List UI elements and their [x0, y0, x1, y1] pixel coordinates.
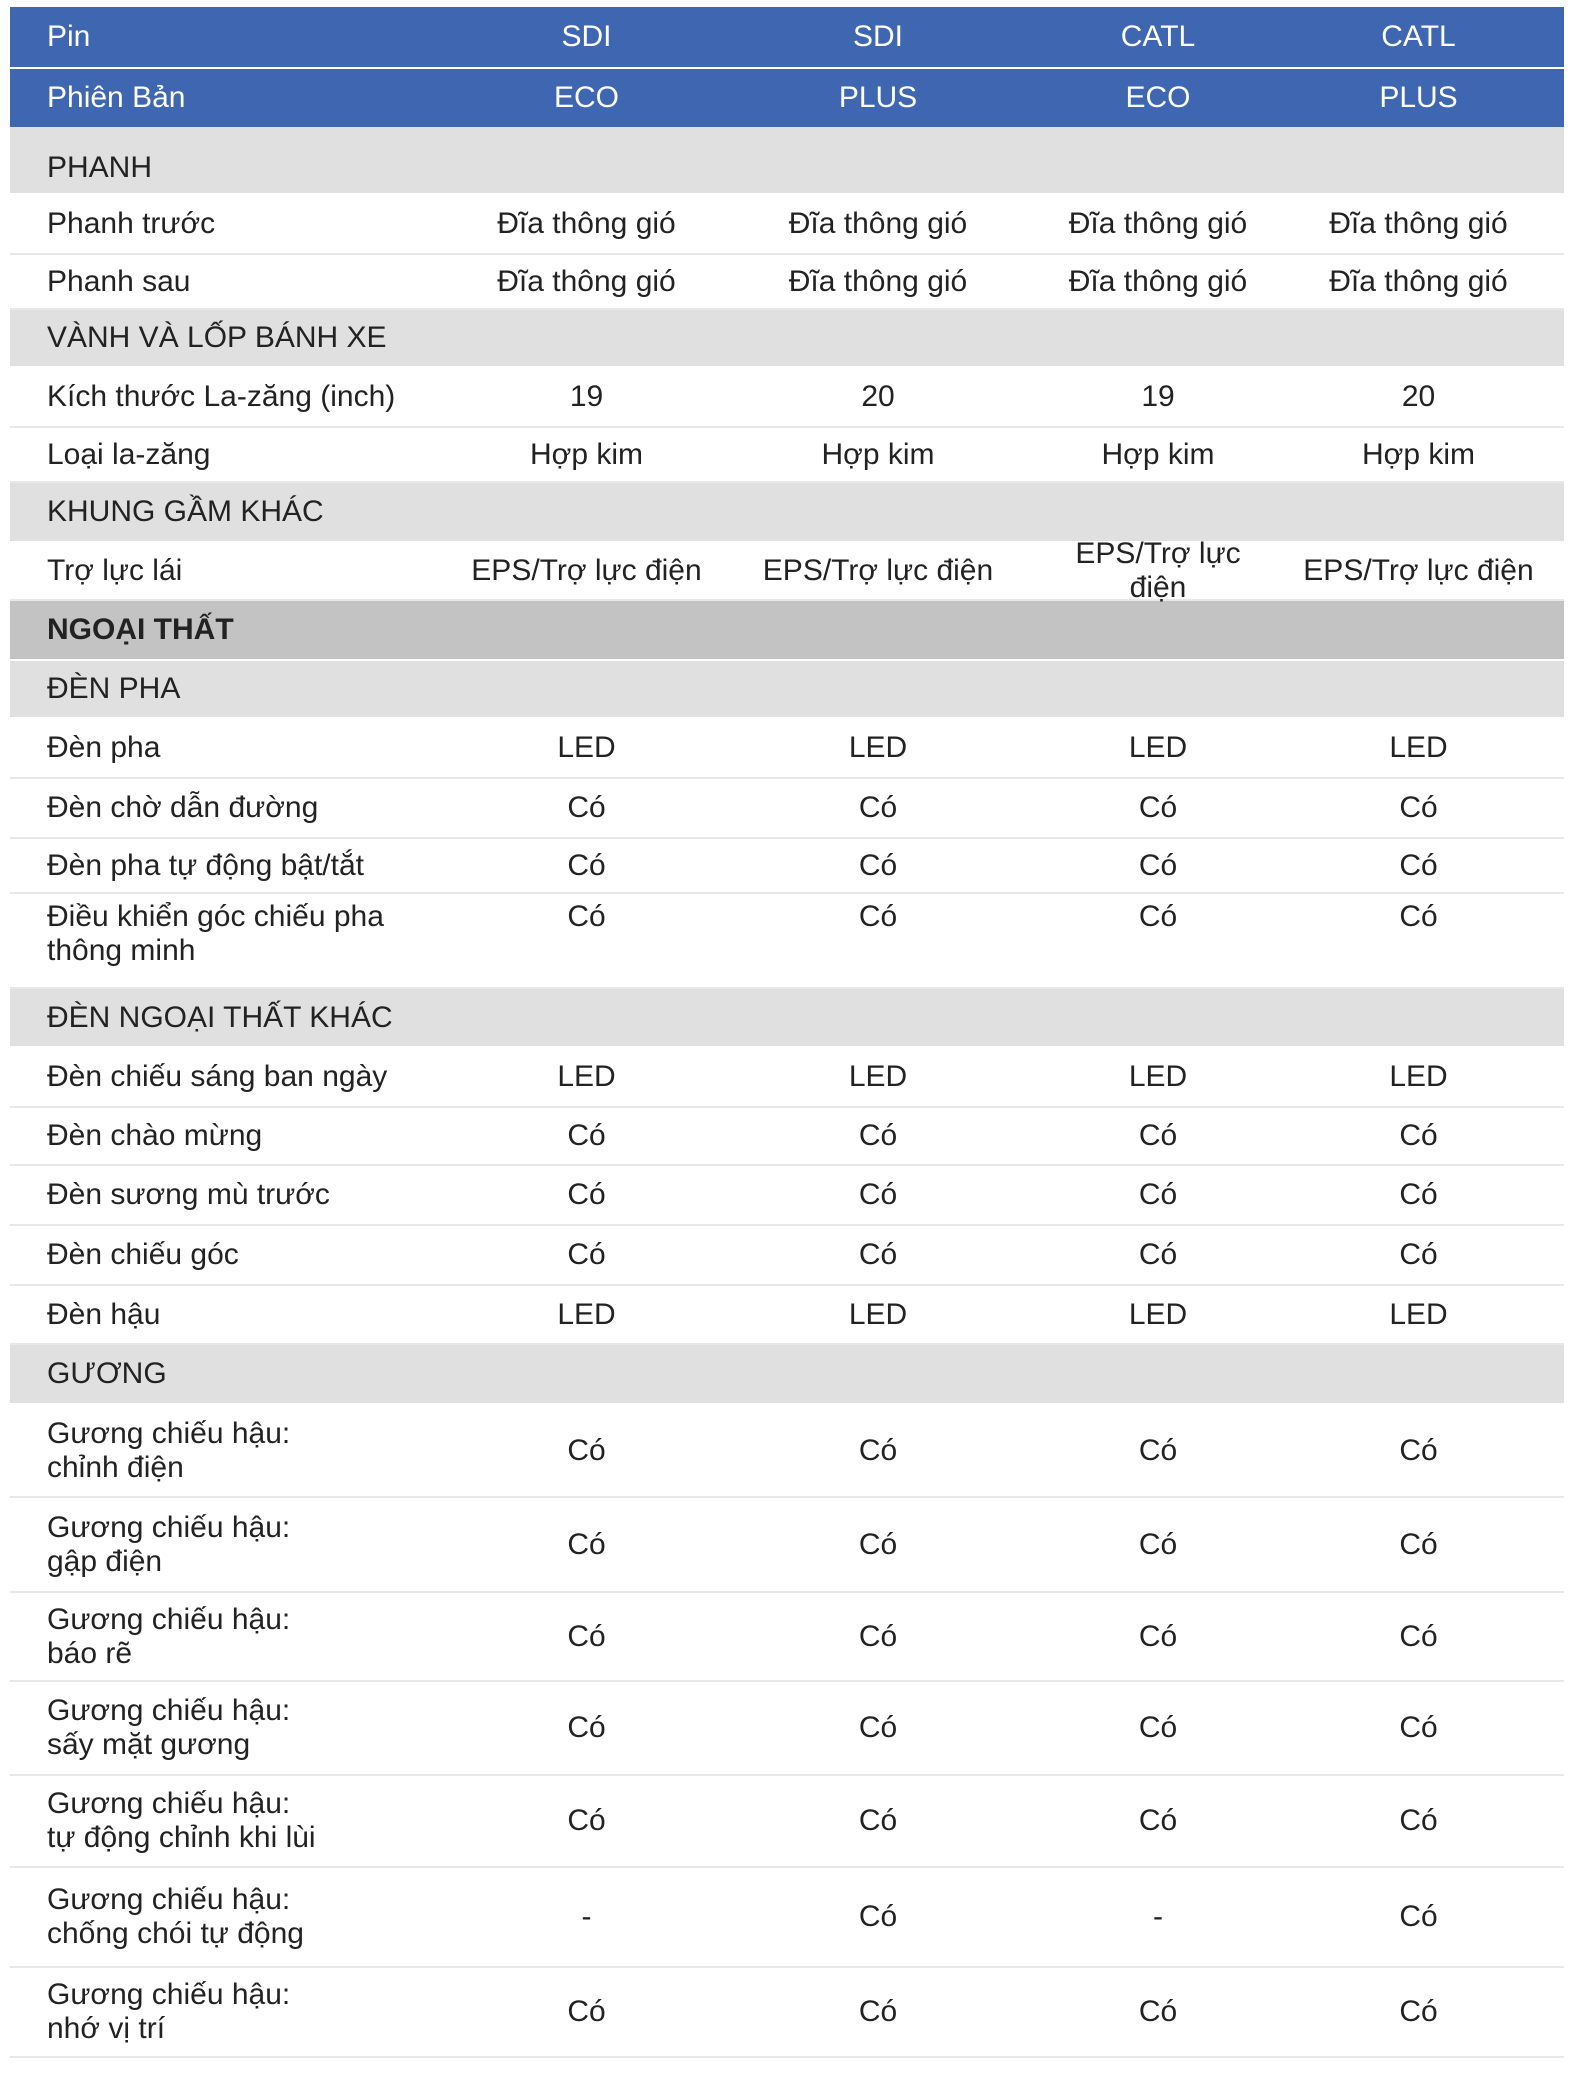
row-label-line-1: Gương chiếu hậu:	[47, 1602, 291, 1636]
table-row	[10, 368, 1564, 428]
table-row	[10, 1226, 1564, 1286]
header-label-version: Phiên Bản	[47, 81, 186, 114]
row-label	[10, 380, 460, 414]
value-cell-col-3: LED	[1128, 1297, 1188, 1331]
value-cell-col-3: 19	[1141, 380, 1175, 413]
value-cell-col-1: Có	[567, 1995, 606, 2028]
table-row	[10, 1405, 1564, 1498]
row-label-line-2: báo rẽ	[47, 1636, 133, 1670]
value-cell-col-4: Có	[1399, 900, 1438, 933]
table-row	[10, 1048, 1564, 1108]
table-row	[10, 195, 1564, 255]
row-label	[10, 791, 460, 825]
value-cell-col-3: Có	[1138, 1711, 1178, 1744]
value-cell-col-2: Có	[858, 1995, 898, 2028]
value-cell-col-2: Có	[858, 1900, 898, 1933]
row-label	[10, 554, 460, 588]
section-row	[10, 483, 1564, 543]
header-label-pin: Pin	[47, 20, 91, 53]
section-title: ĐÈN PHA	[47, 672, 181, 705]
row-label	[10, 1060, 460, 1094]
table-row	[10, 255, 1564, 310]
row-label-line-2: tự động chỉnh khi lùi	[47, 1821, 316, 1854]
row-label-line-1: Gương chiếu hậu:	[47, 1510, 291, 1544]
header-pin-col-3: CATL	[1120, 20, 1196, 53]
table-row	[10, 1286, 1564, 1345]
table-row	[10, 1108, 1564, 1166]
row-label-line-2: chỉnh điện	[47, 1450, 184, 1484]
section-row	[10, 310, 1564, 368]
header-version-col-3: ECO	[1125, 81, 1191, 114]
value-cell-col-2: Có	[858, 900, 898, 933]
row-label-line-1: Phanh trước	[47, 207, 216, 240]
row-label	[10, 207, 460, 241]
value-cell-col-1: LED	[557, 1297, 616, 1331]
value-cell-col-1: Có	[567, 900, 606, 933]
table-row	[10, 894, 1564, 989]
header-row-version	[10, 67, 1564, 127]
header-pin-col-2: SDI	[852, 20, 903, 53]
row-label	[10, 1119, 460, 1153]
row-label-line-2: gập điện	[47, 1544, 163, 1578]
row-label-line-2: sấy mặt gương	[47, 1728, 251, 1761]
value-cell-col-1: Hợp kim	[529, 437, 643, 471]
header-version-col-2: PLUS	[838, 81, 918, 114]
value-cell-col-4: Đĩa thông gió	[1329, 264, 1508, 298]
row-label	[10, 849, 460, 883]
row-label-line-1: Đèn chiếu sáng ban ngày	[47, 1060, 388, 1093]
value-cell-col-3: Có	[1138, 848, 1178, 882]
table-row	[10, 1682, 1564, 1776]
row-label-line-1: Đèn chiếu góc	[47, 1238, 239, 1271]
value-cell-col-4: 20	[1401, 380, 1436, 413]
row-label	[10, 1603, 460, 1671]
row-label	[10, 731, 460, 765]
value-cell-col-2: EPS/Trợ lực điện	[762, 554, 994, 587]
table-row	[10, 839, 1564, 894]
spec-table	[10, 7, 1564, 2058]
table-row	[10, 537, 1564, 604]
value-cell-col-4: LED	[1389, 731, 1448, 764]
value-cell-col-1: LED	[557, 731, 616, 764]
value-cell-col-1: LED	[557, 1060, 616, 1093]
row-label-line-1: Điều khiển góc chiếu pha	[47, 900, 384, 933]
value-cell-col-1: Đĩa thông gió	[497, 207, 676, 240]
value-cell-col-2: Hợp kim	[821, 437, 935, 471]
header-version-col-1: ECO	[553, 81, 619, 114]
table-row	[10, 719, 1564, 779]
row-label	[10, 438, 460, 472]
value-cell-col-4: LED	[1389, 1297, 1448, 1331]
row-label-line-1: Trợ lực lái	[47, 554, 183, 587]
row-label-line-1: Phanh sau	[47, 264, 191, 298]
value-cell-col-2: Có	[858, 1433, 898, 1467]
value-cell-col-4: Có	[1399, 791, 1438, 824]
value-cell-col-1: -	[581, 1900, 592, 1933]
value-cell-col-2: Có	[858, 791, 898, 824]
value-cell-col-4: Có	[1399, 1711, 1438, 1744]
row-label	[10, 1694, 460, 1762]
value-cell-col-1: Có	[567, 1711, 606, 1744]
value-cell-col-3: -	[1153, 1900, 1163, 1933]
value-cell-col-2: Có	[858, 1527, 898, 1561]
row-label	[10, 1298, 460, 1332]
value-cell-col-2: Có	[858, 1238, 898, 1271]
value-cell-col-2: Có	[858, 1711, 898, 1744]
value-cell-col-4: Có	[1399, 1995, 1438, 2028]
table-row	[10, 1868, 1564, 1968]
value-cell-col-3: Có	[1138, 1238, 1178, 1271]
value-cell-col-2: Có	[858, 1619, 898, 1653]
header-row-pin	[10, 7, 1564, 67]
row-label-line-2: chống chói tự động	[47, 1917, 304, 1950]
row-label-line-1: Đèn hậu	[47, 1297, 161, 1331]
row-label-line-1: Đèn sương mù trước	[47, 1178, 330, 1211]
value-cell-col-1: Có	[567, 1433, 606, 1467]
row-label-line-1: Gương chiếu hậu:	[47, 1883, 291, 1916]
value-cell-col-1: Có	[567, 1619, 606, 1653]
value-cell-col-4: LED	[1389, 1060, 1448, 1093]
section-title: KHUNG GẦM KHÁC	[47, 495, 324, 528]
section-title: NGOẠI THẤT	[47, 613, 234, 646]
value-cell-col-1: Có	[567, 791, 606, 824]
value-cell-col-3: Có	[1138, 1178, 1178, 1211]
value-cell-col-4: Có	[1399, 1900, 1438, 1933]
header-pin-col-1: SDI	[561, 20, 612, 53]
value-cell-col-2: 20	[861, 380, 895, 413]
table-row	[10, 428, 1564, 483]
table-body	[10, 127, 1564, 2058]
value-cell-col-3: Có	[1138, 1995, 1178, 2028]
value-cell-col-4: Có	[1399, 1619, 1438, 1653]
value-cell-col-3: Có	[1138, 791, 1178, 824]
table-row	[10, 1968, 1564, 2058]
value-cell-col-1: EPS/Trợ lực điện	[471, 554, 702, 587]
value-cell-col-4: Có	[1399, 1119, 1438, 1152]
section-title: ĐÈN NGOẠI THẤT KHÁC	[47, 1000, 393, 1034]
value-cell-col-2: Có	[858, 1178, 898, 1211]
value-cell-col-3: Có	[1138, 1804, 1178, 1837]
value-cell-col-3: Có	[1138, 1527, 1178, 1561]
header-version-col-4: PLUS	[1379, 81, 1458, 114]
value-cell-col-1: Có	[567, 1238, 606, 1271]
value-cell-col-3: LED	[1128, 731, 1188, 764]
row-label	[10, 1417, 460, 1485]
value-cell-col-4: Đĩa thông gió	[1329, 207, 1508, 240]
value-cell-col-2: Có	[858, 848, 898, 882]
value-cell-col-2: Đĩa thông gió	[788, 207, 968, 240]
row-label	[10, 1978, 460, 2046]
row-label	[10, 1883, 460, 1951]
value-cell-col-2: Đĩa thông gió	[788, 264, 968, 298]
value-cell-col-4: Có	[1399, 1433, 1438, 1467]
section-row	[10, 989, 1564, 1048]
section-row	[10, 661, 1564, 719]
section-title: PHANH	[47, 151, 153, 184]
row-label-line-1: Gương chiếu hậu:	[47, 1787, 291, 1820]
value-cell-col-4: Có	[1399, 1804, 1438, 1837]
value-cell-col-1: Có	[567, 848, 606, 882]
value-cell-col-4: Có	[1399, 1238, 1438, 1271]
value-cell-col-4: Có	[1399, 1178, 1438, 1211]
value-cell-col-2: LED	[848, 731, 908, 764]
row-label-line-1: Gương chiếu hậu:	[47, 1694, 291, 1727]
value-cell-col-3: Hợp kim	[1101, 437, 1215, 471]
row-label-line-2: nhớ vị trí	[47, 2012, 166, 2045]
row-label	[10, 1178, 460, 1212]
value-cell-col-1: Có	[567, 1119, 606, 1152]
row-label-line-1: Đèn chờ dẫn đường	[47, 791, 319, 824]
row-label-line-1: Đèn chào mừng	[47, 1119, 263, 1152]
table-row	[10, 1498, 1564, 1593]
value-cell-col-2: Có	[858, 1119, 898, 1152]
value-cell-col-3: Đĩa thông gió	[1068, 264, 1248, 298]
table-row	[10, 779, 1564, 839]
row-label	[10, 1787, 460, 1855]
row-label	[10, 265, 460, 299]
header-pin-col-4: CATL	[1381, 20, 1456, 53]
value-cell-col-3: Đĩa thông gió	[1068, 207, 1248, 240]
section-title: GƯƠNG	[47, 1357, 167, 1390]
value-cell-col-2: LED	[848, 1297, 908, 1331]
value-cell-col-3: Có	[1138, 1433, 1178, 1467]
row-label-line-1: Loại la-zăng	[47, 437, 211, 471]
value-cell-col-4: Có	[1399, 848, 1438, 882]
value-cell-col-3: LED	[1128, 1060, 1188, 1093]
row-label-line-1: Kích thước La-zăng (inch)	[47, 380, 396, 413]
value-cell-col-1: Có	[567, 1178, 606, 1211]
value-cell-col-2: LED	[848, 1060, 908, 1093]
value-cell-col-1: Có	[567, 1527, 606, 1561]
section-row	[10, 127, 1564, 195]
table-row	[10, 1776, 1564, 1868]
row-label-line-1: Đèn pha	[47, 731, 161, 764]
row-label-line-1: Gương chiếu hậu:	[47, 1416, 291, 1450]
value-cell-col-4: EPS/Trợ lực điện	[1303, 554, 1534, 587]
row-label-line-2: thông minh	[47, 934, 196, 967]
row-label	[10, 1511, 460, 1579]
value-cell-col-4: Hợp kim	[1361, 437, 1475, 471]
value-cell-col-2: Có	[858, 1804, 898, 1837]
section-title: VÀNH VÀ LỐP BÁNH XE	[47, 321, 387, 354]
value-cell-col-3: Có	[1138, 900, 1178, 933]
row-label-line-1: Đèn pha tự động bật/tắt	[47, 848, 364, 882]
value-cell-col-3: Có	[1138, 1619, 1178, 1653]
value-cell-col-4: Có	[1399, 1527, 1438, 1561]
table-row	[10, 1593, 1564, 1682]
value-cell-col-3: EPS/Trợ lực điện	[1075, 537, 1241, 604]
row-label-line-1: Gương chiếu hậu:	[47, 1978, 291, 2011]
row-label	[10, 1238, 460, 1272]
section-row	[10, 1345, 1564, 1405]
value-cell-col-1: Có	[567, 1804, 606, 1837]
value-cell-col-1: Đĩa thông gió	[497, 264, 676, 298]
row-label	[10, 900, 460, 968]
major-section-row	[10, 601, 1564, 661]
table-row	[10, 1166, 1564, 1226]
value-cell-col-3: Có	[1138, 1119, 1178, 1152]
value-cell-col-1: 19	[569, 380, 604, 413]
